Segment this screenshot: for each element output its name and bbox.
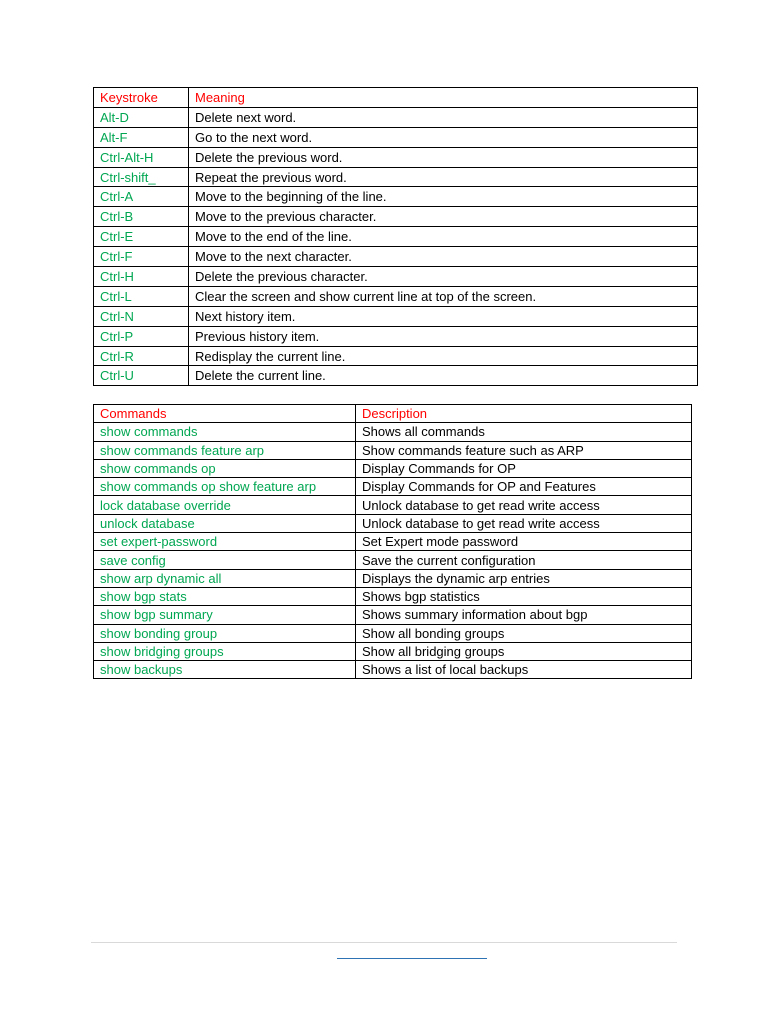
command-cell: show bgp stats (94, 587, 356, 605)
description-cell: Unlock database to get read write access (356, 496, 692, 514)
commands-table (93, 404, 692, 679)
table-row (94, 107, 698, 127)
description-cell: Unlock database to get read write access (356, 514, 692, 532)
meaning-column-header: Meaning (189, 88, 698, 108)
keystroke-cell: Ctrl-A (94, 187, 189, 207)
table-row (94, 661, 692, 679)
table-row (94, 286, 698, 306)
meaning-cell: Clear the screen and show current line at top of the screen. (189, 286, 698, 306)
table-row (94, 167, 698, 187)
meaning-cell: Move to the previous character. (189, 207, 698, 227)
table-row (94, 207, 698, 227)
description-cell: Displays the dynamic arp entries (356, 569, 692, 587)
table-row (94, 569, 692, 587)
meaning-cell: Go to the next word. (189, 127, 698, 147)
table-row (94, 187, 698, 207)
table-row (94, 478, 692, 496)
meaning-cell: Delete the previous word. (189, 147, 698, 167)
description-cell: Shows a list of local backups (356, 661, 692, 679)
commands-column-header: Commands (94, 405, 356, 423)
command-cell: unlock database (94, 514, 356, 532)
commands-table-body (94, 405, 692, 679)
command-cell: show bridging groups (94, 642, 356, 660)
description-cell: Shows summary information about bgp (356, 606, 692, 624)
keystroke-cell: Ctrl-U (94, 366, 189, 386)
keystroke-table-header-row (94, 88, 698, 108)
description-cell: Show all bridging groups (356, 642, 692, 660)
keystroke-cell: Ctrl-B (94, 207, 189, 227)
keystroke-cell: Ctrl-N (94, 306, 189, 326)
description-cell: Display Commands for OP and Features (356, 478, 692, 496)
meaning-cell: Delete next word. (189, 107, 698, 127)
command-cell: show commands op (94, 459, 356, 477)
keystroke-cell: Ctrl-shift_ (94, 167, 189, 187)
commands-table-header-row (94, 405, 692, 423)
keystroke-cell: Ctrl-H (94, 267, 189, 287)
table-row (94, 551, 692, 569)
description-cell: Set Expert mode password (356, 533, 692, 551)
description-cell: Show all bonding groups (356, 624, 692, 642)
command-cell: set expert-password (94, 533, 356, 551)
table-row (94, 227, 698, 247)
table-row (94, 642, 692, 660)
footer-link-underline[interactable] (337, 958, 487, 959)
keystroke-cell: Ctrl-F (94, 247, 189, 267)
meaning-cell: Redisplay the current line. (189, 346, 698, 366)
meaning-cell: Move to the next character. (189, 247, 698, 267)
table-row (94, 366, 698, 386)
command-cell: show backups (94, 661, 356, 679)
keystroke-cell: Alt-D (94, 107, 189, 127)
table-row (94, 624, 692, 642)
command-cell: save config (94, 551, 356, 569)
description-cell: Shows all commands (356, 423, 692, 441)
table-row (94, 459, 692, 477)
command-cell: show bgp summary (94, 606, 356, 624)
command-cell: show commands feature arp (94, 441, 356, 459)
description-cell: Show commands feature such as ARP (356, 441, 692, 459)
table-row (94, 306, 698, 326)
command-cell: lock database override (94, 496, 356, 514)
description-cell: Save the current configuration (356, 551, 692, 569)
table-row (94, 127, 698, 147)
command-cell: show commands (94, 423, 356, 441)
table-row (94, 587, 692, 605)
table-row (94, 147, 698, 167)
meaning-cell: Delete the previous character. (189, 267, 698, 287)
keystroke-column-header: Keystroke (94, 88, 189, 108)
table-row (94, 606, 692, 624)
keystroke-cell: Ctrl-P (94, 326, 189, 346)
table-row (94, 326, 698, 346)
keystroke-cell: Ctrl-L (94, 286, 189, 306)
table-row (94, 423, 692, 441)
meaning-cell: Previous history item. (189, 326, 698, 346)
table-row (94, 267, 698, 287)
table-row (94, 247, 698, 267)
keystroke-cell: Ctrl-E (94, 227, 189, 247)
table-row (94, 514, 692, 532)
keystroke-cell: Ctrl-R (94, 346, 189, 366)
command-cell: show commands op show feature arp (94, 478, 356, 496)
table-row (94, 496, 692, 514)
footer-divider (91, 942, 677, 943)
table-row (94, 441, 692, 459)
meaning-cell: Next history item. (189, 306, 698, 326)
keystroke-cell: Ctrl-Alt-H (94, 147, 189, 167)
description-column-header: Description (356, 405, 692, 423)
meaning-cell: Move to the end of the line. (189, 227, 698, 247)
command-cell: show arp dynamic all (94, 569, 356, 587)
meaning-cell: Repeat the previous word. (189, 167, 698, 187)
table-row (94, 533, 692, 551)
table-row (94, 346, 698, 366)
keystroke-table-body (94, 88, 698, 386)
description-cell: Shows bgp statistics (356, 587, 692, 605)
keystroke-cell: Alt-F (94, 127, 189, 147)
meaning-cell: Move to the beginning of the line. (189, 187, 698, 207)
description-cell: Display Commands for OP (356, 459, 692, 477)
command-cell: show bonding group (94, 624, 356, 642)
meaning-cell: Delete the current line. (189, 366, 698, 386)
keystroke-table (93, 87, 698, 386)
